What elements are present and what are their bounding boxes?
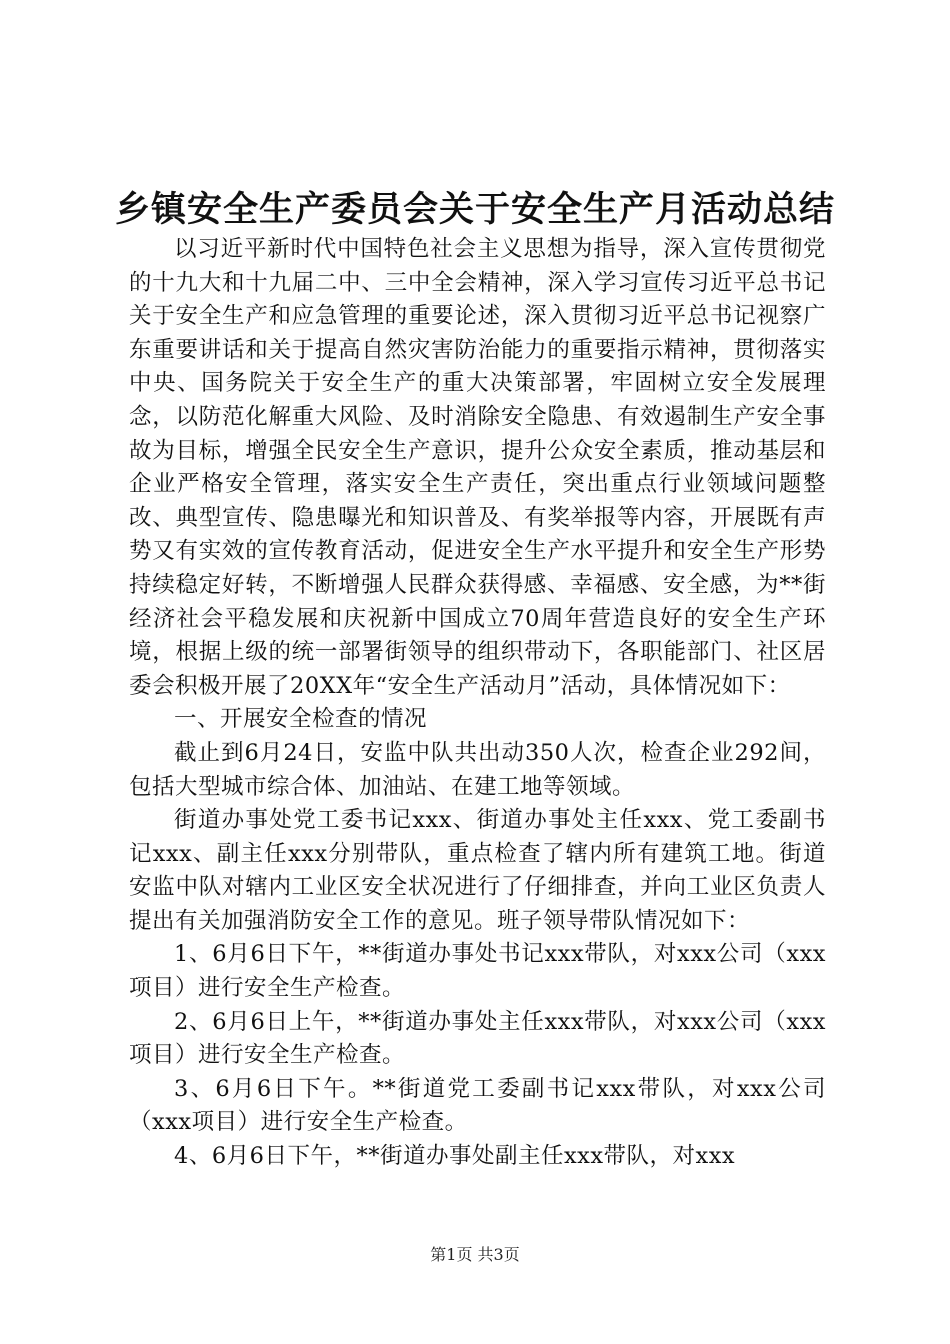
paragraph-leadership: 街道办事处党工委书记xxx、街道办事处主任xxx、党工委副书记xxx、副主任xxx分别带队，重点检查了辖内所有建筑工地。街道安监中队对辖内工业区安全状况进行了仔细排查，并向工业区负责人提出有关加强消防安全工作的意见。班子领导带队情况如下： xyxy=(129,807,826,934)
section-heading: 一、开展安全检查的情况 xyxy=(174,706,428,733)
page-footer: 第1页 共3页 xyxy=(430,1245,520,1264)
list-item: 2、6月6日上午，**街道办事处主任xxx带队，对xxx公司（xxx项目）进行安全生产检查。 xyxy=(129,1008,826,1069)
paragraph-inspection-stats: 截止到6月24日，安监中队共出动350人次，检查企业292间，包括大型城市综合体、加油站、在建工地等领域。 xyxy=(129,739,826,800)
document-title: 乡镇安全生产委员会关于安全生产月活动总结 xyxy=(114,190,835,230)
paragraph-intro: 以习近平新时代中国特色社会主义思想为指导，深入宣传贯彻党的十九大和十九届二中、三中全会精神，深入学习宣传习近平总书记关于安全生产和应急管理的重要论述，深入贯彻习近平总书记视察广东重要讲话和关于提高自然灾害防治能力的重要指示精神，贯彻落实中央、国务院关于安全生产的重大决策部署，牢固树立安全发展理念，以防范化解重大风险、及时消除安全隐患、有效遏制生产安全事故为目标，增强全民安全生产意识，提升公众安全素质，推动基层和企业严格安全管理，落实安全生产责任，突出重点行业领域问题整改、典型宣传、隐患曝光和知识普及、有奖举报等内容，开展既有声势又有实效的宣传教育活动，促进安全生产水平提升和安全生产形势持续稳定好转，不断增强人民群众获得感、幸福感、安全感，为**街经济社会平稳发展和庆祝新中国成立70周年营造良好的安全生产环境，根据上级的统一部署街领导的组织带动下，各职能部门、社区居委会积极开展了20XX年“安全生产活动月”活动，具体情况如下： xyxy=(129,236,826,699)
document-body xyxy=(129,233,826,1174)
list-item: 3、6月6日下午。**街道党工委副书记xxx带队，对xxx公司（xxx项目）进行安全生产检查。 xyxy=(129,1075,826,1136)
list-item: 4、6月6日下午，**街道办事处副主任xxx带队，对xxx xyxy=(174,1143,736,1170)
list-item: 1、6月6日下午，**街道办事处书记xxx带队，对xxx公司（xxx项目）进行安全生产检查。 xyxy=(129,941,826,1002)
